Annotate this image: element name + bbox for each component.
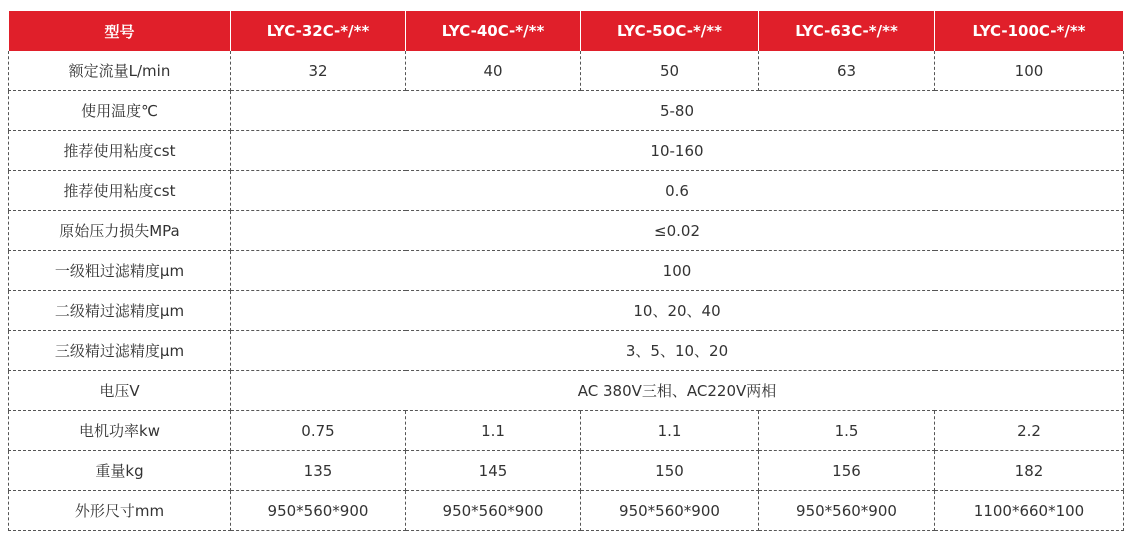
- row-label: 重量kg: [9, 451, 231, 491]
- table-cell: 156: [759, 451, 935, 491]
- table-cell: 40: [406, 51, 581, 91]
- table-cell: 1.1: [406, 411, 581, 451]
- table-row-coarse-filter: [9, 251, 1124, 291]
- table-row-viscosity-2: [9, 171, 1124, 211]
- header-cell-model: 型号: [9, 11, 231, 51]
- table-cell: 135: [231, 451, 406, 491]
- table-row-fine-filter-3: [9, 331, 1124, 371]
- row-label: 电机功率kw: [9, 411, 231, 451]
- table-cell: 950*560*900: [406, 491, 581, 531]
- row-label: 原始压力损失MPa: [9, 211, 231, 251]
- table-cell: 950*560*900: [759, 491, 935, 531]
- table-row-viscosity: [9, 131, 1124, 171]
- header-row: [9, 11, 1124, 51]
- spec-table-body: [9, 51, 1124, 531]
- row-label: 一级粗过滤精度μm: [9, 251, 231, 291]
- table-cell: 182: [935, 451, 1124, 491]
- table-cell-merged: 3、5、10、20: [231, 331, 1124, 371]
- header-cell-model-3: LYC-5OC-*/**: [581, 11, 759, 51]
- table-row-rated-flow: [9, 51, 1124, 91]
- header-cell-model-5: LYC-100C-*/**: [935, 11, 1124, 51]
- table-cell: 63: [759, 51, 935, 91]
- row-label: 推荐使用粘度cst: [9, 171, 231, 211]
- table-cell: 0.75: [231, 411, 406, 451]
- table-cell: 32: [231, 51, 406, 91]
- table-row-pressure-loss: [9, 211, 1124, 251]
- table-cell-merged: 100: [231, 251, 1124, 291]
- table-cell: 100: [935, 51, 1124, 91]
- table-cell: 950*560*900: [581, 491, 759, 531]
- table-cell-merged: 0.6: [231, 171, 1124, 211]
- spec-table-header: [9, 11, 1124, 51]
- table-cell: 950*560*900: [231, 491, 406, 531]
- table-cell-merged: AC 380V三相、AC220V两相: [231, 371, 1124, 411]
- table-row-motor-power: [9, 411, 1124, 451]
- table-cell: 1.5: [759, 411, 935, 451]
- row-label: 额定流量L/min: [9, 51, 231, 91]
- table-row-dimensions: [9, 491, 1124, 531]
- table-cell-merged: 10-160: [231, 131, 1124, 171]
- table-cell-merged: 5-80: [231, 91, 1124, 131]
- row-label: 二级精过滤精度μm: [9, 291, 231, 331]
- table-cell: 2.2: [935, 411, 1124, 451]
- table-row-temperature: [9, 91, 1124, 131]
- table-cell: 1.1: [581, 411, 759, 451]
- row-label: 三级精过滤精度μm: [9, 331, 231, 371]
- header-cell-model-1: LYC-32C-*/**: [231, 11, 406, 51]
- row-label: 电压V: [9, 371, 231, 411]
- header-cell-model-4: LYC-63C-*/**: [759, 11, 935, 51]
- table-cell-merged: ≤0.02: [231, 211, 1124, 251]
- table-cell: 50: [581, 51, 759, 91]
- table-cell: 145: [406, 451, 581, 491]
- table-cell-merged: 10、20、40: [231, 291, 1124, 331]
- table-cell: 150: [581, 451, 759, 491]
- spec-table: [8, 11, 1124, 531]
- table-row-weight: [9, 451, 1124, 491]
- row-label: 使用温度℃: [9, 91, 231, 131]
- row-label: 推荐使用粘度cst: [9, 131, 231, 171]
- table-cell: 1100*660*100: [935, 491, 1124, 531]
- table-row-fine-filter-2: [9, 291, 1124, 331]
- row-label: 外形尺寸mm: [9, 491, 231, 531]
- table-row-voltage: [9, 371, 1124, 411]
- header-cell-model-2: LYC-40C-*/**: [406, 11, 581, 51]
